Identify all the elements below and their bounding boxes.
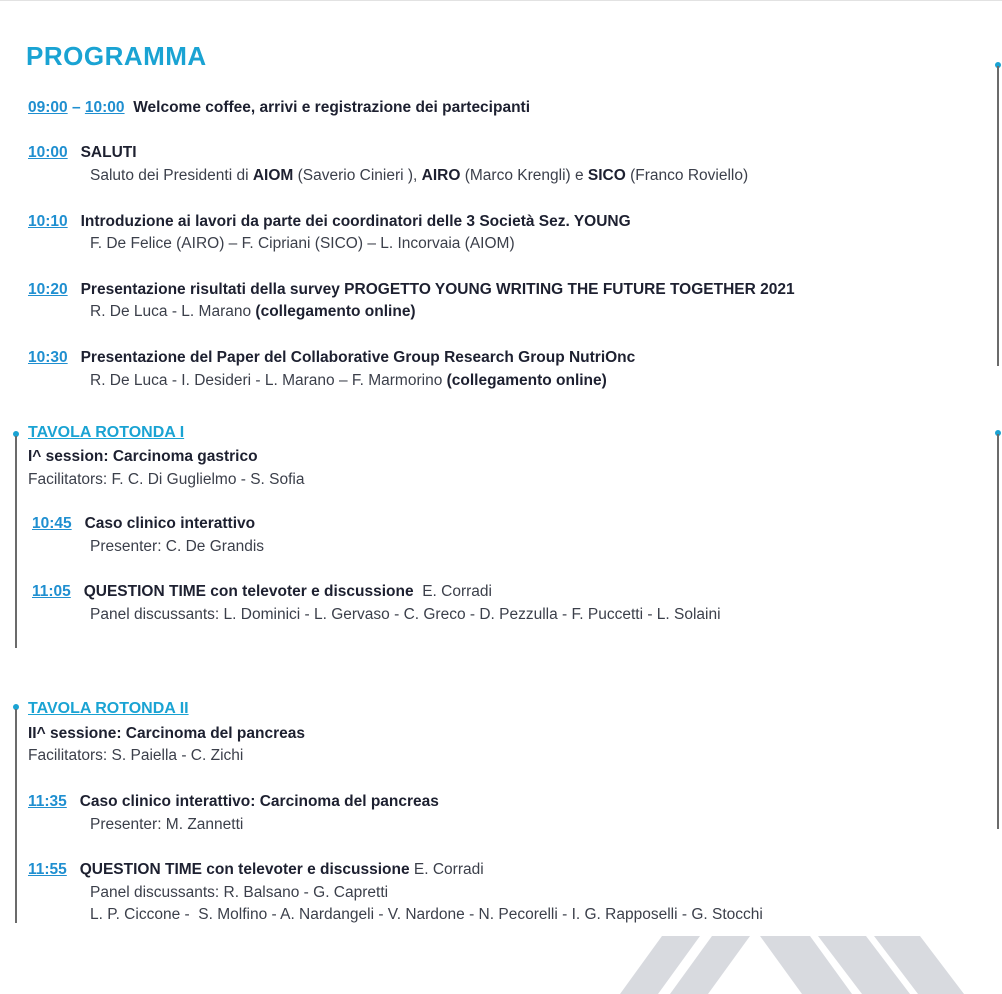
agenda-item-1105 bbox=[32, 581, 492, 603]
time-link[interactable]: 10:10 bbox=[28, 213, 68, 230]
agenda-item-title: Presentazione risultati della survey PROGETTO YOUNG WRITING THE FUTURE TOGETHER 2021 bbox=[80, 281, 795, 298]
agenda-item-detail: Presenter: C. De Grandis bbox=[90, 538, 265, 555]
session-title: I^ session: Carcinoma gastrico bbox=[28, 448, 258, 465]
timeline-line bbox=[997, 66, 999, 366]
agenda-item-detail: Presenter: M. Zannetti bbox=[90, 816, 244, 833]
agenda-item-detail-2: L. P. Ciccone - S. Molfino - A. Nardangeli - V. Nardone - N. Pecorelli - I. G. Rapposelli - G. Stocchi bbox=[90, 906, 763, 923]
page-title: PROGRAMMA bbox=[26, 41, 207, 71]
time-link[interactable]: 10:30 bbox=[28, 349, 68, 366]
agenda-item-title: SALUTI bbox=[80, 144, 137, 161]
timeline-line bbox=[15, 709, 17, 923]
facilitators: Facilitators: S. Paiella - C. Zichi bbox=[28, 747, 244, 764]
agenda-item-title: Introduzione ai lavori da parte dei coordinatori delle 3 Società Sez. YOUNG bbox=[80, 213, 631, 230]
agenda-item-1000 bbox=[28, 142, 137, 164]
agenda-item-title: Presentazione del Paper del Collaborative Group Research Group NutriOnc bbox=[80, 349, 636, 366]
logo-stripes-icon bbox=[620, 930, 1002, 994]
moderator: E. Corradi bbox=[413, 583, 492, 600]
agenda-item-0900 bbox=[28, 97, 530, 119]
round-table-heading[interactable]: TAVOLA ROTONDA I bbox=[28, 424, 185, 441]
logo-decoration bbox=[620, 930, 1002, 994]
timeline-line bbox=[997, 434, 999, 829]
agenda-item-detail: Panel discussants: R. Balsano - G. Capretti bbox=[90, 884, 389, 901]
top-border bbox=[0, 0, 1002, 1]
agenda-item-1030 bbox=[28, 347, 635, 369]
time-link[interactable]: 10:00 bbox=[28, 144, 68, 161]
facilitators: Facilitators: F. C. Di Guglielmo - S. Sofia bbox=[28, 471, 305, 488]
agenda-item-1155 bbox=[28, 859, 484, 881]
agenda-item-detail: Panel discussants: L. Dominici - L. Gervaso - C. Greco - D. Pezzulla - F. Puccetti - L. Solaini bbox=[90, 606, 721, 623]
agenda-item-1135 bbox=[28, 791, 439, 813]
agenda-item-title: QUESTION TIME con televoter e discussione bbox=[79, 861, 410, 878]
moderator: E. Corradi bbox=[409, 861, 484, 878]
round-table-heading[interactable]: TAVOLA ROTONDA II bbox=[28, 700, 189, 717]
agenda-item-detail: Saluto dei Presidenti di AIOM (Saverio Cinieri ), AIRO (Marco Krengli) e SICO (Franco Roviello) bbox=[90, 167, 749, 184]
agenda-item-title: QUESTION TIME con televoter e discussione bbox=[83, 583, 414, 600]
session-title: II^ sessione: Carcinoma del pancreas bbox=[28, 725, 305, 742]
agenda-item-title: Caso clinico interattivo bbox=[84, 515, 256, 532]
timeline-line bbox=[15, 436, 17, 648]
agenda-item-title: Welcome coffee, arrivi e registrazione dei partecipanti bbox=[133, 99, 531, 116]
time-link[interactable]: 10:45 bbox=[32, 515, 72, 532]
time-link[interactable]: 11:05 bbox=[32, 583, 71, 600]
agenda-item-detail: R. De Luca - L. Marano (collegamento online) bbox=[90, 303, 416, 320]
agenda-item-1010 bbox=[28, 211, 631, 233]
time-link[interactable]: 11:35 bbox=[28, 793, 67, 810]
time-link[interactable]: 10:20 bbox=[28, 281, 68, 298]
agenda-item-1045 bbox=[32, 513, 255, 535]
agenda-item-title: Caso clinico interattivo: Carcinoma del pancreas bbox=[79, 793, 439, 810]
agenda-item-detail: F. De Felice (AIRO) – F. Cipriani (SICO) – L. Incorvaia (AIOM) bbox=[90, 235, 515, 252]
agenda-item-detail: R. De Luca - I. Desideri - L. Marano – F. Marmorino (collegamento online) bbox=[90, 372, 607, 389]
time-link[interactable]: 10:00 bbox=[84, 99, 125, 116]
time-link[interactable]: 11:55 bbox=[28, 861, 67, 878]
time-separator: – bbox=[71, 99, 81, 116]
time-link[interactable]: 09:00 bbox=[28, 99, 68, 116]
agenda-item-1020 bbox=[28, 279, 795, 301]
